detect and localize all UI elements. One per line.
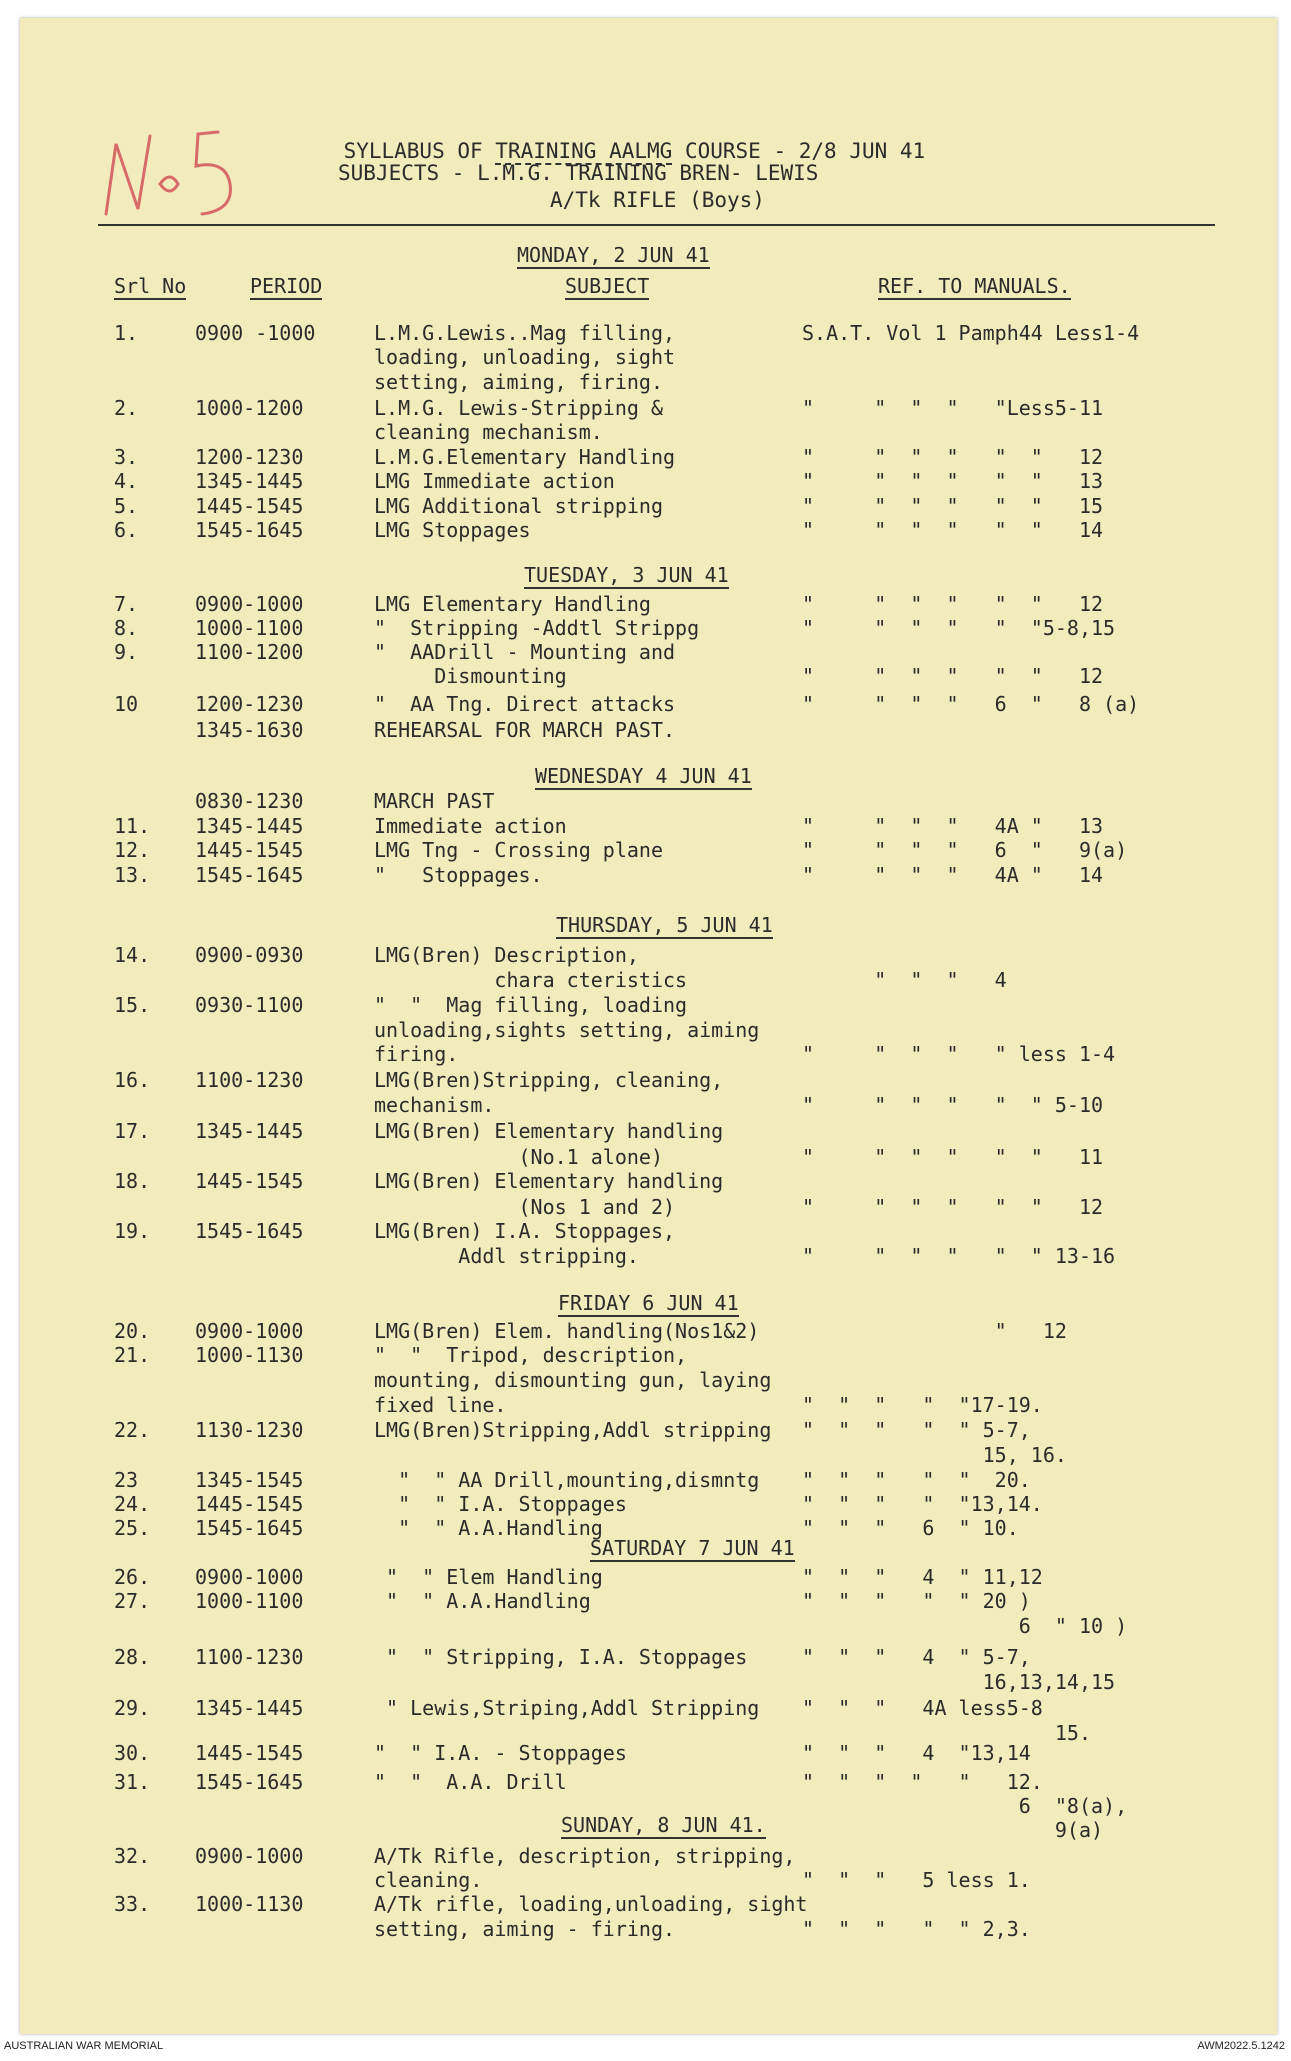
row-period: 0900-1000 xyxy=(195,1565,304,1589)
row-subject: L.M.G.Elementary Handling xyxy=(374,445,676,469)
row-manual-reference: " " " " "13,14. xyxy=(802,1492,1043,1516)
row-serial-number: 19. xyxy=(114,1219,151,1243)
row-subject: LMG Tng - Crossing plane xyxy=(374,838,663,862)
row-serial-number: 31. xyxy=(114,1770,151,1794)
row-manual-reference: S.A.T. Vol 1 Pamph44 Less1-4 xyxy=(802,321,1140,345)
row-serial-number: 29. xyxy=(114,1696,151,1720)
row-manual-reference: " " " " " " 12 xyxy=(802,592,1104,616)
row-subject: A/Tk rifle, loading,unloading, sight xyxy=(374,1892,808,1916)
row-period: 0930-1100 xyxy=(195,993,304,1017)
row-manual-reference: " " " " " " 11 xyxy=(802,1145,1104,1169)
document-page xyxy=(20,18,1277,2034)
row-manual-reference: " " " " "17-19. xyxy=(802,1393,1043,1417)
row-period: 1345-1445 xyxy=(195,814,304,838)
row-subject: " " Elem Handling xyxy=(374,1565,603,1589)
row-period: 1200-1230 xyxy=(195,692,304,716)
row-period: 1445-1545 xyxy=(195,1492,304,1516)
handwritten-annotation xyxy=(98,114,268,234)
row-serial-number: 4. xyxy=(114,469,139,493)
row-manual-reference: " " " " " 12. xyxy=(802,1770,1043,1794)
row-period: 1545-1645 xyxy=(195,1516,304,1540)
row-manual-reference: " " " 4 xyxy=(802,968,1007,992)
row-period: 1545-1645 xyxy=(195,1219,304,1243)
row-subject: A/Tk Rifle, description, stripping, xyxy=(374,1844,796,1868)
row-period: 1100-1230 xyxy=(195,1645,304,1669)
row-manual-reference: " " " " 4A " 14 xyxy=(802,863,1104,887)
row-manual-reference: " " " " 6 " 8 (a) xyxy=(802,692,1140,716)
row-serial-number: 32. xyxy=(114,1844,151,1868)
row-subject: LMG(Bren) Description, xyxy=(374,943,639,967)
row-serial-number: 15. xyxy=(114,993,151,1017)
row-period: 1545-1645 xyxy=(195,1770,304,1794)
row-subject: " " I.A. Stoppages xyxy=(374,1492,627,1516)
row-serial-number: 30. xyxy=(114,1741,151,1765)
row-period: 1345-1445 xyxy=(195,1119,304,1143)
row-subject: " " A.A. Drill xyxy=(374,1770,567,1794)
column-header-subject: SUBJECT xyxy=(565,274,650,298)
row-manual-reference: " " " " " "5-8,15 xyxy=(802,616,1116,640)
row-subject: " Lewis,Striping,Addl Stripping xyxy=(374,1696,760,1720)
header-rule xyxy=(98,224,1215,226)
row-subject: LMG Elementary Handling xyxy=(374,592,651,616)
row-manual-reference: " 12 xyxy=(802,1319,1067,1343)
row-period: 0900-1000 xyxy=(195,1319,304,1343)
row-subject: LMG(Bren) Elementary handling xyxy=(374,1169,724,1193)
row-serial-number: 9. xyxy=(114,640,139,664)
row-manual-reference: " " " " 6 " 9(a) xyxy=(802,838,1128,862)
row-manual-reference: " " " " " less 1-4 xyxy=(802,1042,1116,1066)
row-subject: loading, unloading, sight xyxy=(374,345,676,369)
row-subject: " " Mag filling, loading xyxy=(374,993,688,1017)
row-manual-reference: " " " " " " 5-10 xyxy=(802,1093,1104,1117)
day-heading-wednesday: WEDNESDAY 4 JUN 41 xyxy=(535,764,752,788)
row-period: 1100-1200 xyxy=(195,640,304,664)
row-subject: chara cteristics xyxy=(374,968,688,992)
row-period: 1100-1230 xyxy=(195,1068,304,1092)
row-manual-reference: " " " " " " 14 xyxy=(802,518,1104,542)
row-subject: setting, aiming, firing. xyxy=(374,370,663,394)
row-period: 1130-1230 xyxy=(195,1418,304,1442)
row-period: 1200-1230 xyxy=(195,445,304,469)
row-serial-number: 24. xyxy=(114,1492,151,1516)
row-period: 1000-1100 xyxy=(195,1589,304,1613)
row-serial-number: 1. xyxy=(114,321,139,345)
row-serial-number: 16. xyxy=(114,1068,151,1092)
row-serial-number: 21. xyxy=(114,1343,151,1367)
row-manual-reference: " " " " 4A " 13 xyxy=(802,814,1104,838)
row-subject: firing. xyxy=(374,1042,459,1066)
row-subject: Addl stripping. xyxy=(374,1244,639,1268)
row-subject: mechanism. xyxy=(374,1093,495,1117)
row-subject: (No.1 alone) xyxy=(374,1145,663,1169)
row-subject: " " I.A. - Stoppages xyxy=(374,1741,627,1765)
row-subject: (Nos 1 and 2) xyxy=(374,1195,676,1219)
row-manual-reference: 6 "8(a), xyxy=(802,1794,1128,1818)
day-heading-friday: FRIDAY 6 JUN 41 xyxy=(558,1291,739,1315)
row-subject: L.M.G.Lewis..Mag filling, xyxy=(374,321,676,345)
subjects-line-1: SUBJECTS - L.M.G. TRAINING BREN- LEWIS xyxy=(338,161,819,185)
row-period: 1345-1445 xyxy=(195,469,304,493)
row-manual-reference: " " " " " " 12 xyxy=(802,445,1104,469)
row-serial-number: 7. xyxy=(114,592,139,616)
row-manual-reference: " " " 4 "13,14 xyxy=(802,1741,1031,1765)
row-manual-reference: " " " 5 less 1. xyxy=(802,1868,1031,1892)
row-manual-reference: " " " " " 20. xyxy=(802,1468,1031,1492)
row-serial-number: 12. xyxy=(114,838,151,862)
column-header-ref: REF. TO MANUALS. xyxy=(878,274,1071,298)
row-manual-reference: " " " 6 " 10. xyxy=(802,1516,1019,1540)
row-period: 1345-1630 xyxy=(195,718,304,742)
row-serial-number: 23 xyxy=(114,1468,139,1492)
row-serial-number: 13. xyxy=(114,863,151,887)
day-heading-saturday: SATURDAY 7 JUN 41 xyxy=(590,1536,795,1560)
row-period: 1445-1545 xyxy=(195,494,304,518)
row-serial-number: 18. xyxy=(114,1169,151,1193)
row-serial-number: 17. xyxy=(114,1119,151,1143)
row-manual-reference: 6 " 10 ) xyxy=(802,1614,1128,1638)
row-subject: " " Tripod, description, xyxy=(374,1343,688,1367)
row-subject: mounting, dismounting gun, laying xyxy=(374,1368,772,1392)
row-subject: Dismounting xyxy=(374,664,567,688)
row-serial-number: 2. xyxy=(114,396,139,420)
row-subject: L.M.G. Lewis-Stripping & xyxy=(374,396,663,420)
row-subject: LMG(Bren) Elementary handling xyxy=(374,1119,724,1143)
row-manual-reference: " " " " " " 15 xyxy=(802,494,1104,518)
row-subject: MARCH PAST xyxy=(374,789,495,813)
row-subject: " Stoppages. xyxy=(374,863,543,887)
row-manual-reference: " " " 4 " 11,12 xyxy=(802,1565,1043,1589)
row-serial-number: 3. xyxy=(114,445,139,469)
row-period: 1345-1445 xyxy=(195,1696,304,1720)
row-serial-number: 26. xyxy=(114,1565,151,1589)
row-period: 1000-1130 xyxy=(195,1892,304,1916)
row-subject: " " A.A.Handling xyxy=(374,1589,591,1613)
row-subject: " " AA Drill,mounting,dismntg xyxy=(374,1468,760,1492)
row-subject: LMG(Bren) I.A. Stoppages, xyxy=(374,1219,676,1243)
day-heading-sunday: SUNDAY, 8 JUN 41. xyxy=(561,1813,766,1837)
row-subject: " " Stripping, I.A. Stoppages xyxy=(374,1645,748,1669)
row-subject: fixed line. xyxy=(374,1393,507,1417)
row-manual-reference: 16,13,14,15 xyxy=(802,1670,1116,1694)
row-serial-number: 8. xyxy=(114,616,139,640)
row-manual-reference: " " " " " 5-7, xyxy=(802,1418,1031,1442)
row-period: 1445-1545 xyxy=(195,838,304,862)
row-serial-number: 25. xyxy=(114,1516,151,1540)
row-manual-reference: " " " " " " 12 xyxy=(802,664,1104,688)
row-serial-number: 27. xyxy=(114,1589,151,1613)
row-manual-reference: 15, 16. xyxy=(802,1443,1067,1467)
row-manual-reference: " " " " "Less5-11 xyxy=(802,396,1104,420)
row-subject: LMG(Bren)Stripping,Addl stripping xyxy=(374,1418,772,1442)
footer-left: AUSTRALIAN WAR MEMORIAL xyxy=(4,2040,164,2052)
row-subject: LMG(Bren) Elem. handling(Nos1&2) xyxy=(374,1319,760,1343)
row-period: 1445-1545 xyxy=(195,1741,304,1765)
row-manual-reference: " " " " " " 13-16 xyxy=(802,1244,1116,1268)
row-serial-number: 20. xyxy=(114,1319,151,1343)
column-header-period: PERIOD xyxy=(250,274,323,298)
row-manual-reference: 15. xyxy=(802,1721,1091,1745)
footer-right: AWM2022.5.1242 xyxy=(1197,2040,1285,2052)
day-heading-monday: MONDAY, 2 JUN 41 xyxy=(517,243,710,267)
row-period: 0830-1230 xyxy=(195,789,304,813)
row-manual-reference: 9(a) xyxy=(802,1818,1104,1842)
row-period: 0900-0930 xyxy=(195,943,304,967)
row-period: 1345-1545 xyxy=(195,1468,304,1492)
row-serial-number: 5. xyxy=(114,494,139,518)
row-subject: LMG(Bren)Stripping, cleaning, xyxy=(374,1068,724,1092)
row-period: 0900-1000 xyxy=(195,1844,304,1868)
row-subject: " AADrill - Mounting and xyxy=(374,640,676,664)
row-subject: " " A.A.Handling xyxy=(374,1516,603,1540)
row-serial-number: 28. xyxy=(114,1645,151,1669)
row-period: 1000-1200 xyxy=(195,396,304,420)
subjects-line-2: A/Tk RIFLE (Boys) xyxy=(550,188,765,212)
day-heading-tuesday: TUESDAY, 3 JUN 41 xyxy=(524,563,729,587)
row-manual-reference: " " " " " 2,3. xyxy=(802,1917,1031,1941)
row-period: 1545-1645 xyxy=(195,518,304,542)
row-subject: REHEARSAL FOR MARCH PAST. xyxy=(374,718,676,742)
row-serial-number: 14. xyxy=(114,943,151,967)
column-header-srl-no: Srl No xyxy=(114,274,187,298)
row-manual-reference: " " " " " " 13 xyxy=(802,469,1104,493)
row-serial-number: 6. xyxy=(114,518,139,542)
row-subject: LMG Additional stripping xyxy=(374,494,663,518)
row-period: 1000-1130 xyxy=(195,1343,304,1367)
row-period: 1000-1100 xyxy=(195,616,304,640)
row-manual-reference: " " " 4A less5-8 xyxy=(802,1696,1043,1720)
row-subject: cleaning mechanism. xyxy=(374,420,603,444)
row-period: 0900-1000 xyxy=(195,592,304,616)
row-serial-number: 22. xyxy=(114,1418,151,1442)
document-title: SYLLABUS OF TRAINING AALMG COURSE - 2/8 JUN 41 xyxy=(343,139,926,163)
row-manual-reference: " " " " " " 12 xyxy=(802,1195,1104,1219)
day-heading-thursday: THURSDAY, 5 JUN 41 xyxy=(556,913,773,937)
row-subject: cleaning. xyxy=(374,1868,483,1892)
row-period: 1545-1645 xyxy=(195,863,304,887)
row-subject: LMG Immediate action xyxy=(374,469,615,493)
row-subject: " Stripping -Addtl Strippg xyxy=(374,616,700,640)
row-serial-number: 33. xyxy=(114,1892,151,1916)
row-manual-reference: " " " 4 " 5-7, xyxy=(802,1645,1031,1669)
row-subject: LMG Stoppages xyxy=(374,518,531,542)
row-manual-reference: " " " " " 20 ) xyxy=(802,1589,1031,1613)
row-subject: unloading,sights setting, aiming xyxy=(374,1018,760,1042)
row-subject: Immediate action xyxy=(374,814,567,838)
row-subject: " AA Tng. Direct attacks xyxy=(374,692,676,716)
row-period: 1445-1545 xyxy=(195,1169,304,1193)
row-serial-number: 10 xyxy=(114,692,139,716)
row-subject: setting, aiming - firing. xyxy=(374,1917,676,1941)
row-serial-number: 11. xyxy=(114,814,151,838)
row-period: 0900 -1000 xyxy=(195,321,316,345)
